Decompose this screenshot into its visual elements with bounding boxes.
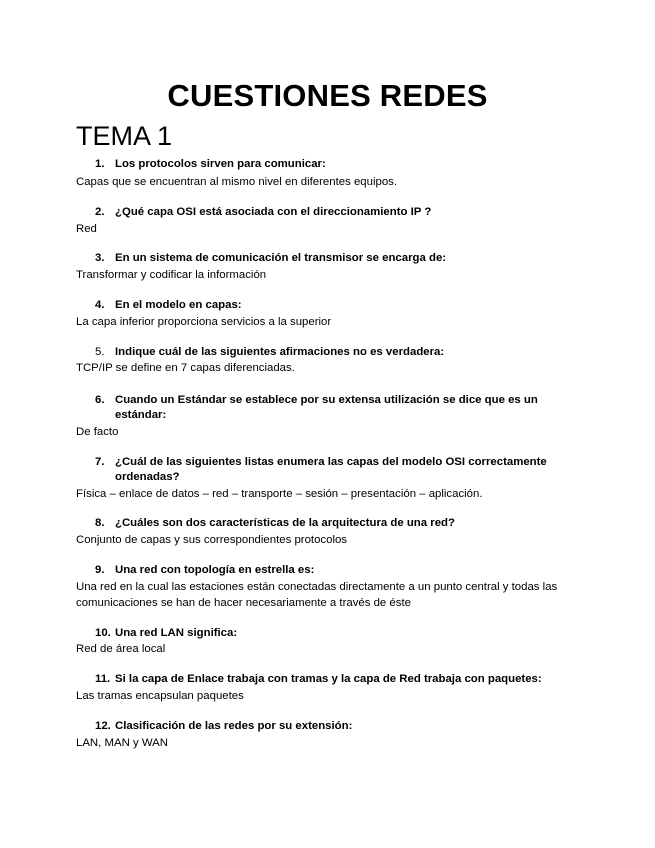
question-text: Una red LAN significa: <box>115 627 238 639</box>
question-number: 11. <box>95 673 111 685</box>
question-text: Si la capa de Enlace trabaja con tramas y la capa de Red trabaja con paquetes: <box>115 673 542 685</box>
question-text: En un sistema de comunicación el transmisor se encarga de: <box>115 252 447 264</box>
answer-8: Conjunto de capas y sus correspondientes protocolos <box>76 534 348 546</box>
question-number: 8. <box>95 517 105 529</box>
question-number: 10. <box>95 627 111 639</box>
question-2 <box>96 205 566 220</box>
answer-1: Capas que se encuentran al mismo nivel en diferentes equipos. <box>76 176 398 188</box>
document-title: CUESTIONES REDES <box>167 78 488 113</box>
question-text: ¿Cuáles son dos características de la arquitectura de una red? <box>115 517 455 529</box>
answer-9: Una red en la cual las estaciones están conectadas directamente a un punto central y todas las comunicaciones se han de hacer necesariamente a través de éste <box>76 581 558 609</box>
section-heading: TEMA 1 <box>76 121 173 151</box>
question-1 <box>96 157 566 172</box>
question-text: Una red con topología en estrella es: <box>115 564 315 576</box>
answer-2: Red <box>76 223 97 235</box>
answer-7: Física – enlace de datos – red – transporte – sesión – presentación – aplicación. <box>76 488 483 500</box>
question-7 <box>96 455 576 485</box>
question-number: 3. <box>95 252 105 264</box>
question-number: 1. <box>95 158 105 170</box>
question-text: Cuando un Estándar se establece por su extensa utilización se dice que es un estándar: <box>115 394 538 421</box>
question-text: Los protocolos sirven para comunicar: <box>115 158 326 170</box>
question-number: 4. <box>95 299 105 311</box>
answer-5: TCP/IP se define en 7 capas diferenciadas. <box>76 362 295 374</box>
question-11 <box>96 672 576 687</box>
question-3 <box>96 251 566 266</box>
answer-3: Transformar y codificar la información <box>76 269 267 281</box>
question-text: Indique cuál de las siguientes afirmaciones no es verdadera: <box>115 346 445 358</box>
question-10 <box>96 626 566 641</box>
question-number: 6. <box>95 394 105 406</box>
question-text: ¿Qué capa OSI está asociada con el direccionamiento IP ? <box>115 206 432 218</box>
question-9 <box>96 563 566 578</box>
answer-6: De facto <box>76 426 119 438</box>
answer-12: LAN, MAN y WAN <box>76 737 168 749</box>
question-number: 5. <box>95 346 105 358</box>
answer-11: Las tramas encapsulan paquetes <box>76 690 244 702</box>
question-8 <box>96 516 566 531</box>
answer-4: La capa inferior proporciona servicios a la superior <box>76 316 332 328</box>
question-6 <box>96 393 566 423</box>
question-5 <box>96 345 566 360</box>
question-number: 12. <box>95 720 111 732</box>
question-number: 7. <box>95 456 105 468</box>
question-text: Clasificación de las redes por su extensión: <box>115 720 353 732</box>
question-4 <box>96 298 566 313</box>
question-number: 2. <box>95 206 105 218</box>
question-12 <box>96 719 566 734</box>
question-number: 9. <box>95 564 105 576</box>
answer-10: Red de área local <box>76 643 166 655</box>
question-text: ¿Cuál de las siguientes listas enumera las capas del modelo OSI correctamente ordenadas? <box>115 456 547 483</box>
question-text: En el modelo en capas: <box>115 299 242 311</box>
